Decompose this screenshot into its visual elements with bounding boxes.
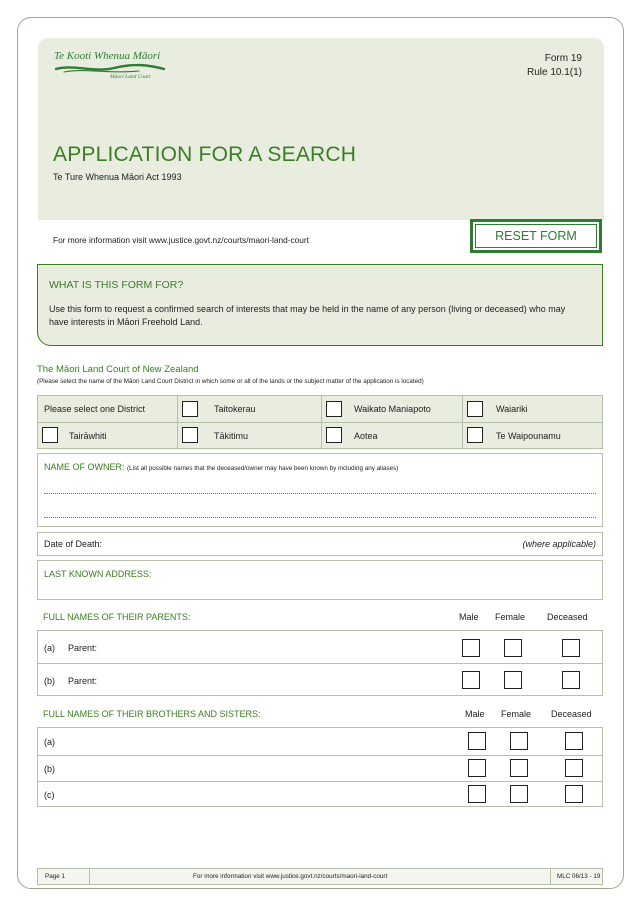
purpose-heading: WHAT IS THIS FORM FOR? <box>49 279 184 291</box>
footer-info: For more information visit www.justice.govt.nz/courts/maori-land-court <box>193 873 388 880</box>
sibling-b-male-checkbox[interactable] <box>468 759 486 777</box>
parent-a-male-checkbox[interactable] <box>462 639 480 657</box>
district-label-tairawhiti: Tairāwhiti <box>69 431 107 441</box>
district-checkbox-te-waipounamu[interactable] <box>467 427 483 443</box>
logo-sub-text: Māori Land Court <box>110 74 151 80</box>
footer-form-code: MLC 06/13 - 19 <box>557 873 601 880</box>
district-label-taitokerau: Taitokerau <box>214 404 256 414</box>
sibling-a-female-checkbox[interactable] <box>510 732 528 750</box>
parents-col-female: Female <box>495 612 526 622</box>
siblings-table <box>37 727 603 807</box>
district-select-label: Please select one District <box>44 404 146 414</box>
owner-name-line <box>44 517 596 518</box>
parent-b-male-checkbox[interactable] <box>462 671 480 689</box>
rule-number: Rule 10.1(1) <box>526 67 582 78</box>
sibling-b-female-checkbox[interactable] <box>510 759 528 777</box>
footer-divider <box>89 869 90 884</box>
owner-note: (List all possible names that the deceased/owner may have been known by including any aliases) <box>127 465 399 472</box>
parent-row-letter: (b) <box>44 676 55 686</box>
parents-table <box>37 630 603 696</box>
reset-form-button[interactable]: RESET FORM <box>470 219 602 253</box>
district-selector <box>37 395 603 449</box>
district-label-te-waipounamu: Te Waipounamu <box>496 431 561 441</box>
siblings-heading: FULL NAMES OF THEIR BROTHERS AND SISTERS: <box>43 709 261 719</box>
sibling-c-female-checkbox[interactable] <box>510 785 528 803</box>
sibling-row-letter: (a) <box>44 737 55 747</box>
form-reference <box>527 52 582 80</box>
form-number: Form 19 <box>544 53 582 64</box>
sibling-b-deceased-checkbox[interactable] <box>565 759 583 777</box>
district-checkbox-waikato-maniapoto[interactable] <box>326 401 342 417</box>
district-label-aotea: Aotea <box>354 431 378 441</box>
sibling-a-deceased-checkbox[interactable] <box>565 732 583 750</box>
court-logo <box>54 50 174 86</box>
parent-a-female-checkbox[interactable] <box>504 639 522 657</box>
act-subtitle: Te Ture Whenua Māori Act 1993 <box>53 172 182 182</box>
owner-name-field[interactable] <box>37 453 603 527</box>
parents-col-deceased: Deceased <box>547 612 588 622</box>
district-checkbox-aotea[interactable] <box>326 427 342 443</box>
owner-name-line <box>44 493 596 494</box>
district-checkbox-waiariki[interactable] <box>467 401 483 417</box>
siblings-row-divider <box>38 755 602 756</box>
sibling-a-male-checkbox[interactable] <box>468 732 486 750</box>
logo-main-text: Te Kooti Whenua Māori <box>54 50 161 62</box>
district-checkbox-taitokerau[interactable] <box>182 401 198 417</box>
parent-a-deceased-checkbox[interactable] <box>562 639 580 657</box>
last-address-label: LAST KNOWN ADDRESS: <box>44 569 152 579</box>
more-info-text: For more information visit www.justice.govt.nz/courts/maori-land-court <box>53 235 309 245</box>
date-of-death-label: Date of Death: <box>44 539 103 549</box>
page-title: APPLICATION FOR A SEARCH <box>53 143 357 166</box>
siblings-row-divider <box>38 781 602 782</box>
court-heading: The Māori Land Court of New Zealand <box>37 364 199 375</box>
district-checkbox-takitimu[interactable] <box>182 427 198 443</box>
sibling-c-deceased-checkbox[interactable] <box>565 785 583 803</box>
purpose-text: Use this form to request a confirmed search of interests that may be held in the name of any person (living or deceased) who may have interests in Māori Freehold Land. <box>49 304 566 327</box>
page-footer <box>37 868 603 885</box>
district-label-waikato-maniapoto: Waikato Maniapoto <box>354 404 431 414</box>
footer-page-number: Page 1 <box>45 873 65 880</box>
district-divider <box>38 422 602 423</box>
parent-row-label: Parent: <box>68 676 98 686</box>
siblings-col-female: Female <box>501 709 532 719</box>
district-label-takitimu: Tākitimu <box>214 431 249 441</box>
sibling-row-letter: (c) <box>44 790 55 800</box>
sibling-c-male-checkbox[interactable] <box>468 785 486 803</box>
date-of-death-note: (where applicable) <box>522 539 596 549</box>
parents-heading: FULL NAMES OF THEIR PARENTS: <box>43 612 191 622</box>
parent-b-female-checkbox[interactable] <box>504 671 522 689</box>
parents-col-male: Male <box>459 612 479 622</box>
district-divider <box>177 396 178 448</box>
purpose-box <box>37 264 603 346</box>
owner-heading: NAME OF OWNER: <box>44 462 125 472</box>
sibling-row-letter: (b) <box>44 764 55 774</box>
parent-b-deceased-checkbox[interactable] <box>562 671 580 689</box>
date-of-death-field[interactable] <box>37 532 603 556</box>
owner-heading-wrap <box>44 462 398 472</box>
parents-row-divider <box>38 663 602 664</box>
last-address-field[interactable] <box>37 560 603 600</box>
footer-divider <box>550 869 551 884</box>
district-divider <box>462 396 463 448</box>
siblings-col-male: Male <box>465 709 485 719</box>
parent-row-letter: (a) <box>44 643 55 653</box>
siblings-col-deceased: Deceased <box>551 709 592 719</box>
district-label-waiariki: Waiariki <box>496 404 528 414</box>
district-divider <box>321 396 322 448</box>
district-checkbox-tairawhiti[interactable] <box>42 427 58 443</box>
court-note: (Please select the name of the Māori Land Court District in which some or all of the lands or the subject matter of the application is located) <box>37 378 424 385</box>
parent-row-label: Parent: <box>68 643 98 653</box>
